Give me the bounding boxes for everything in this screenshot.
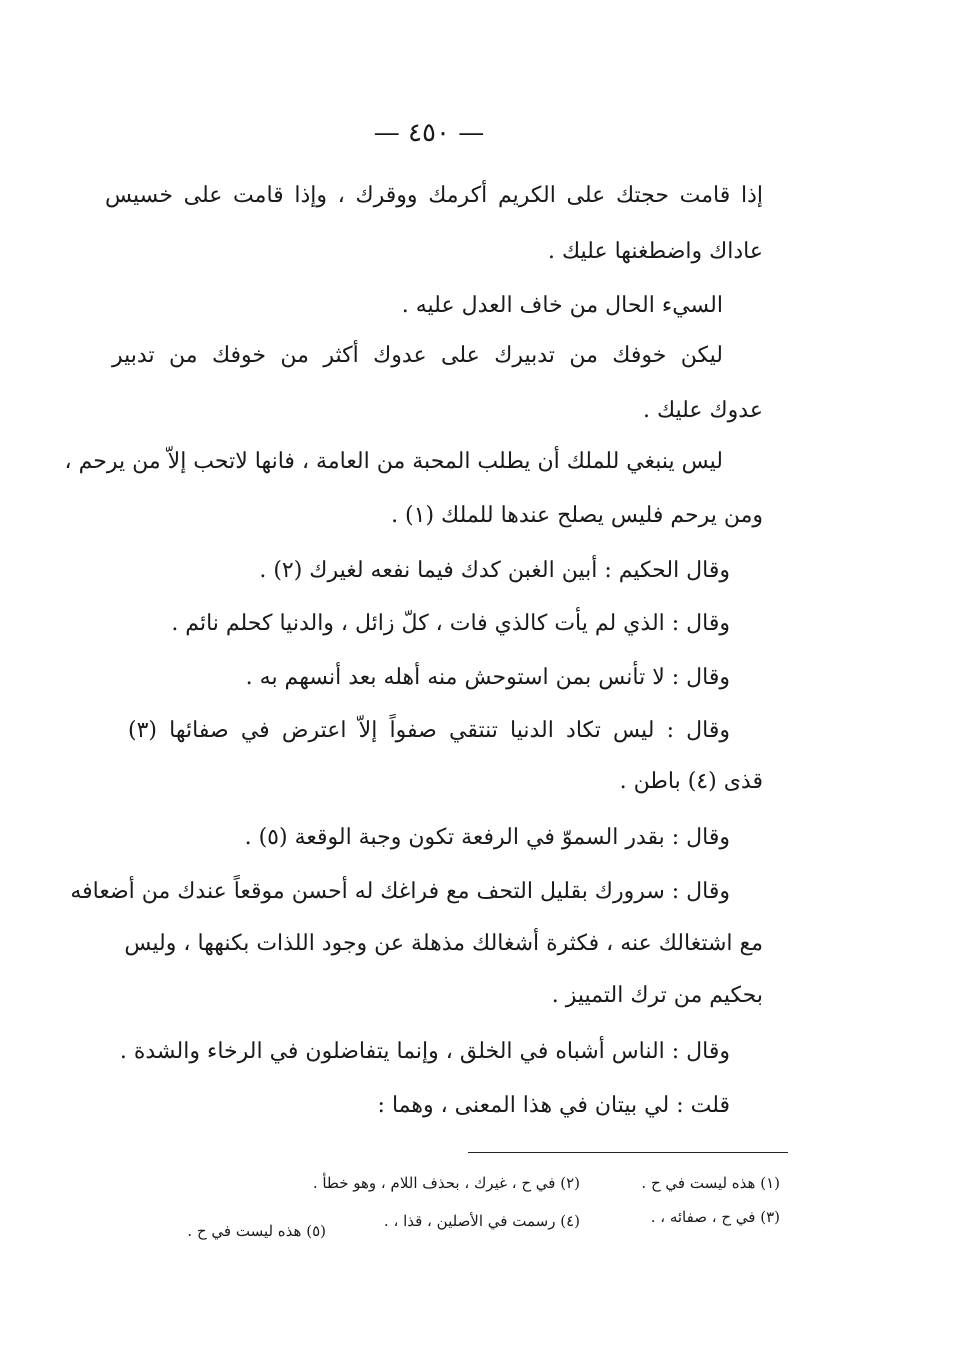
text-line: ليكن خوفك من تدبيرك على عدوك أكثر من خوفك من تدبير — [112, 343, 723, 368]
footnote-3: (٣) في ح ، صفائه ، . — [650, 1208, 780, 1226]
footnote-divider — [468, 1152, 788, 1153]
text-line: عاداك واضطغنها عليك . — [548, 239, 763, 264]
page-number: — ٤٥٠ — — [373, 118, 485, 148]
footnote-5: (٥) هذه ليست في ح . — [187, 1222, 326, 1240]
text-line: وقال الحكيم : أبين الغبن كدك فيما نفعه لغيرك (٢) . — [259, 558, 730, 583]
text-line: بحكيم من ترك التمييز . — [551, 983, 763, 1008]
text-line: وقال : الناس أشباه في الخلق ، وإنما يتفاضلون في الرخاء والشدة . — [119, 1039, 730, 1064]
text-line: وقال : سرورك بقليل التحف مع فراغك له أحسن موقعاً عندك من أضعافه — [70, 879, 730, 904]
text-line: قذى (٤) باطن . — [619, 769, 763, 794]
text-line: وقال : ليس تكاد الدنيا تنتقي صفواً إلاّ اعترض في صفائها (٣) — [128, 718, 730, 743]
text-line: السيء الحال من خاف العدل عليه . — [401, 293, 723, 318]
text-line: وقال : الذي لم يأت كالذي فات ، كلّ زائل ، والدنيا كحلم نائم . — [171, 611, 730, 636]
text-line: مع اشتغالك عنه ، فكثرة أشغالك مذهلة عن وجود اللذات بكنهها ، وليس — [124, 931, 763, 956]
footnote-2: (٢) في ح ، غيرك ، بحذف اللام ، وهو خطأ . — [312, 1174, 580, 1192]
text-line: ليس ينبغي للملك أن يطلب المحبة من العامة ، فانها لاتحب إلاّ من يرحم ، — [64, 449, 723, 474]
text-line: قلت : لي بيتان في هذا المعنى ، وهما : — [377, 1093, 730, 1118]
footnote-4: (٤) رسمت في الأصلين ، قذا ، . — [383, 1212, 580, 1230]
text-line: عدوك عليك . — [642, 398, 763, 423]
footnote-1: (١) هذه ليست في ح . — [641, 1174, 780, 1192]
text-line: ومن يرحم فليس يصلح عندها للملك (١) . — [391, 503, 763, 528]
text-line: وقال : لا تأنس بمن استوحش منه أهله بعد أنسهم به . — [245, 665, 730, 690]
text-line: إذا قامت حجتك على الكريم أكرمك ووقرك ، وإذا قامت على خسيس — [105, 183, 763, 208]
text-line: وقال : بقدر السموّ في الرفعة تكون وجبة الوقعة (٥) . — [244, 825, 730, 850]
